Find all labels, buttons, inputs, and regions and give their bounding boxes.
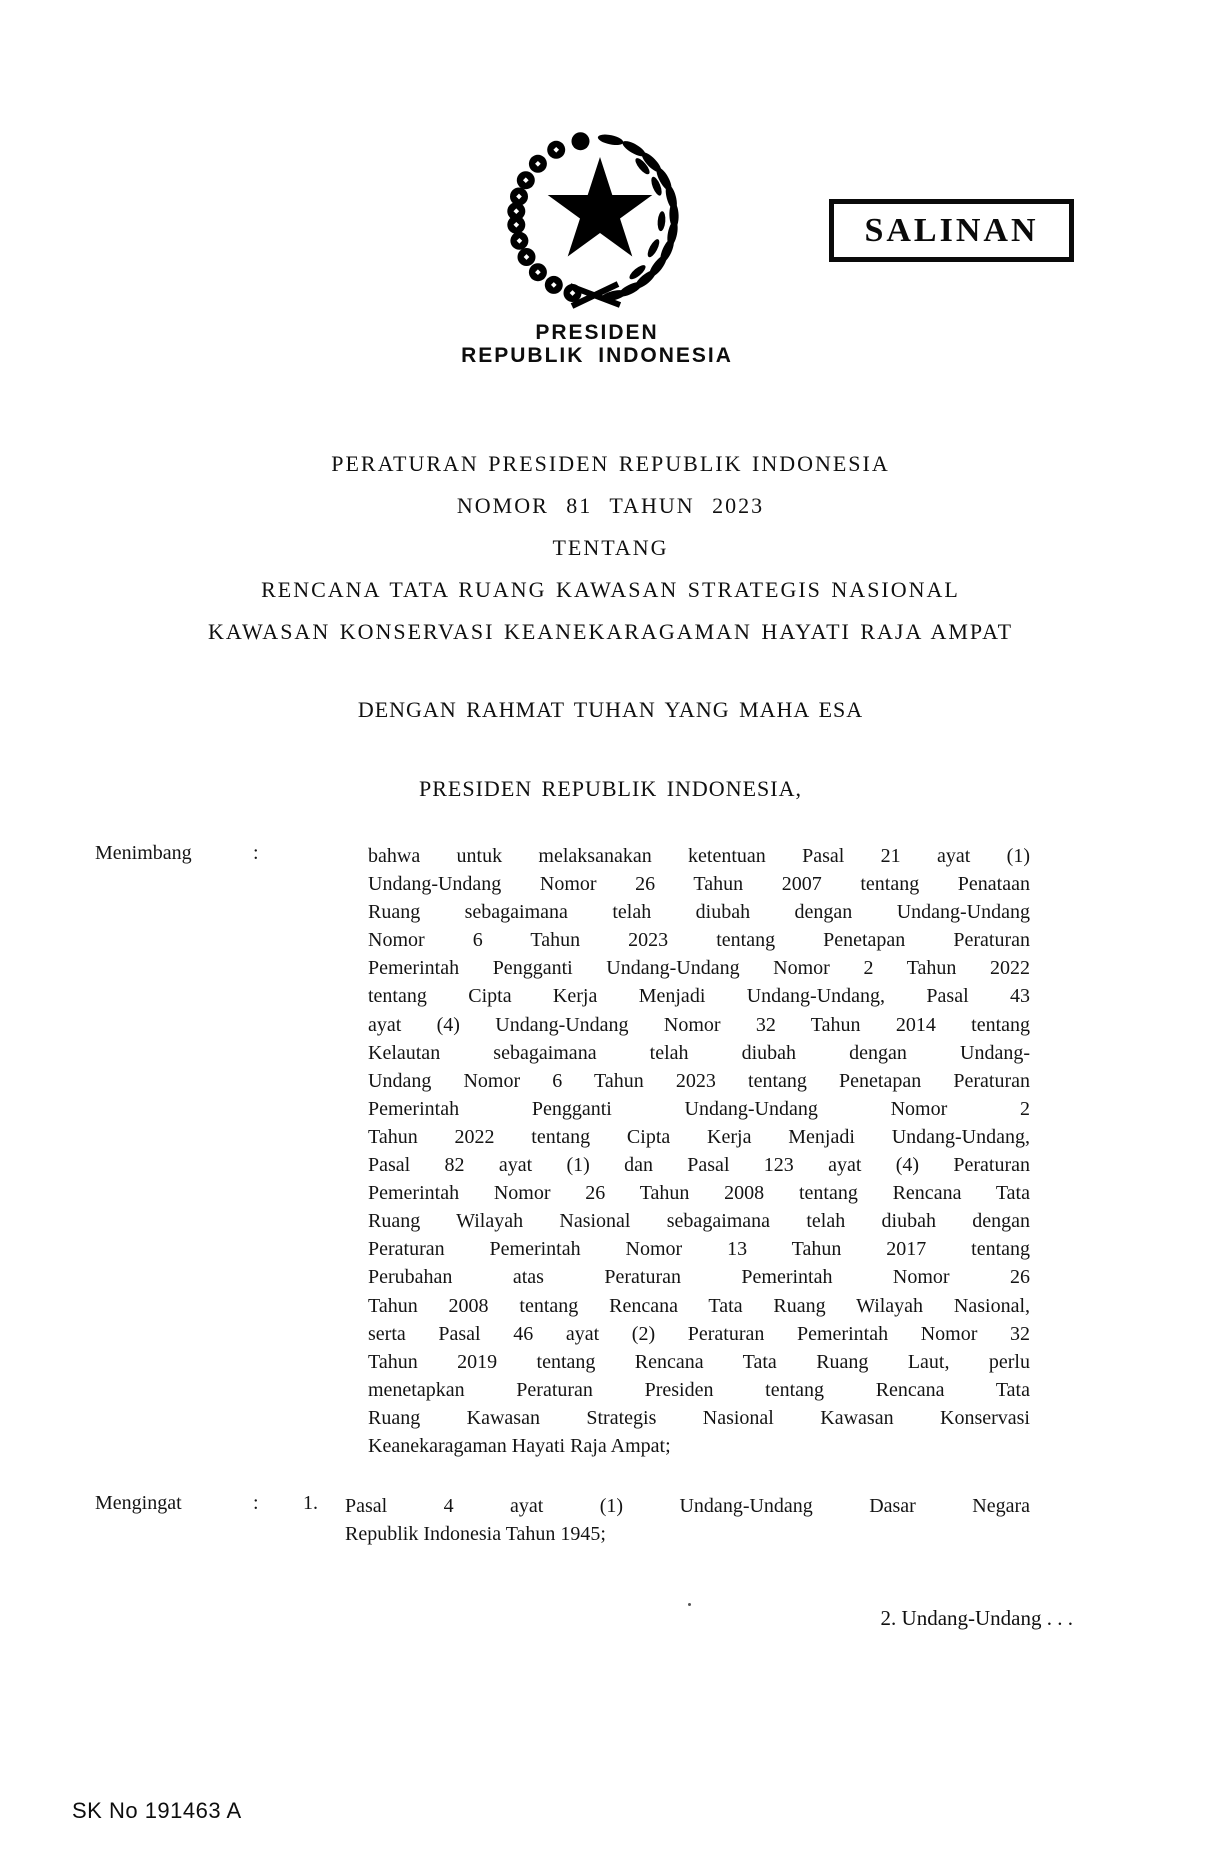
menimbang-colon: : [253, 842, 259, 864]
text-line: Ruang Wilayah Nasional sebagaimana telah diubah dengan [368, 1210, 1030, 1233]
text-line: Keanekaragaman Hayati Raja Ampat; [368, 1434, 671, 1457]
footer-document-code: SK No 191463 A [72, 1798, 242, 1823]
enacting-authority-line: PRESIDEN REPUBLIK INDONESIA, [419, 776, 802, 801]
text-line: Kelautan sebagaimana telah diubah dengan Undang- [368, 1041, 1030, 1064]
menimbang-paragraph [368, 842, 1030, 1460]
salinan-stamp-label: SALINAN [864, 211, 1039, 249]
menimbang-label: Menimbang [95, 842, 192, 864]
text-line: Pasal 4 ayat (1) Undang-Undang Dasar Negara [345, 1495, 1030, 1517]
text-line: serta Pasal 46 ayat (2) Peraturan Pemerintah Nomor 32 [368, 1322, 1030, 1345]
title-line-peraturan: PERATURAN PRESIDEN REPUBLIK INDONESIA [331, 451, 890, 476]
text-line: Pemerintah Nomor 26 Tahun 2008 tentang Rencana Tata [368, 1182, 1030, 1205]
mengingat-item-number: 1. [303, 1492, 318, 1514]
text-line: Pemerintah Pengganti Undang-Undang Nomor 2 [368, 1097, 1030, 1120]
letterhead-republik-indonesia: REPUBLIK INDONESIA [461, 344, 733, 367]
catchword: 2. Undang-Undang . . . [880, 1606, 1073, 1630]
regulation-title [0, 443, 1221, 653]
text-line: Tahun 2008 tentang Rencana Tata Ruang Wilayah Nasional, [368, 1294, 1030, 1317]
text-line: menetapkan Peraturan Presiden tentang Rencana Tata [368, 1378, 1030, 1401]
title-line-subject-1: RENCANA TATA RUANG KAWASAN STRATEGIS NASIONAL [261, 577, 960, 602]
text-line: tentang Cipta Kerja Menjadi Undang-Undang, Pasal 43 [368, 985, 1030, 1008]
rosette-branch-left [507, 132, 589, 302]
salinan-stamp [829, 199, 1074, 262]
mengingat-item-text [345, 1492, 1030, 1548]
text-line: Tahun 2019 tentang Rencana Tata Ruang Laut, perlu [368, 1350, 1030, 1373]
title-line-nomor: NOMOR 81 TAHUN 2023 [456, 493, 765, 518]
letterhead-presiden: PRESIDEN [535, 321, 659, 344]
text-line: Pemerintah Pengganti Undang-Undang Nomor 2 Tahun 2022 [368, 957, 1030, 980]
presidential-star-wreath-emblem [504, 126, 684, 310]
text-line: Tahun 2022 tentang Cipta Kerja Menjadi Undang-Undang, [368, 1125, 1030, 1148]
letterhead [0, 321, 1194, 367]
scan-artifact-dot [688, 1603, 691, 1606]
mengingat-label: Mengingat [95, 1492, 182, 1514]
text-line: Undang Nomor 6 Tahun 2023 tentang Penetapan Peraturan [368, 1069, 1030, 1092]
text-line: bahwa untuk melaksanakan ketentuan Pasal 21 ayat (1) [368, 845, 1030, 867]
text-line: Pasal 82 ayat (1) dan Pasal 123 ayat (4) Peraturan [368, 1154, 1030, 1177]
mengingat-colon: : [253, 1492, 259, 1514]
invocation-line: DENGAN RAHMAT TUHAN YANG MAHA ESA [357, 697, 864, 722]
text-line: Perubahan atas Peraturan Pemerintah Nomor 26 [368, 1266, 1030, 1289]
title-line-tentang: TENTANG [552, 535, 669, 560]
text-line: Ruang Kawasan Strategis Nasional Kawasan Konservasi [368, 1406, 1030, 1429]
text-line: Republik Indonesia Tahun 1945; [345, 1523, 606, 1546]
text-line: Nomor 6 Tahun 2023 tentang Penetapan Peraturan [368, 929, 1030, 952]
title-line-subject-2: KAWASAN KONSERVASI KEANEKARAGAMAN HAYATI RAJA AMPAT [207, 619, 1014, 644]
star-icon [548, 157, 653, 257]
text-line: ayat (4) Undang-Undang Nomor 32 Tahun 2014 tentang [368, 1013, 1030, 1036]
text-line: Undang-Undang Nomor 26 Tahun 2007 tentang Penataan [368, 873, 1030, 896]
emblem-svg [504, 126, 684, 310]
text-line: Peraturan Pemerintah Nomor 13 Tahun 2017 tentang [368, 1238, 1030, 1261]
text-line: Ruang sebagaimana telah diubah dengan Undang-Undang [368, 901, 1030, 924]
